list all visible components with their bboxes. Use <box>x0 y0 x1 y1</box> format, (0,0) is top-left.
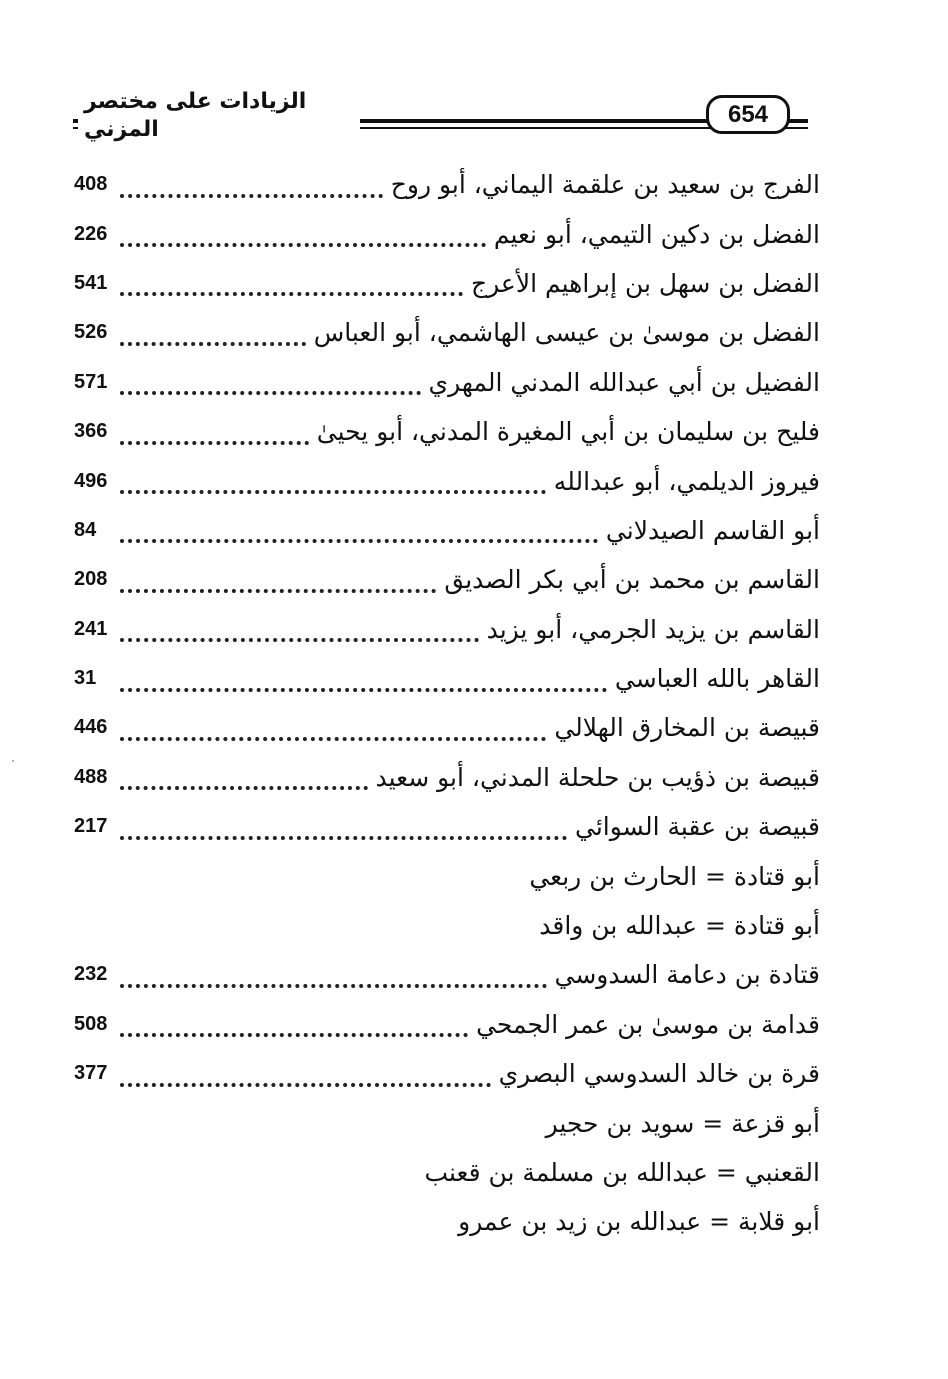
index-entry <box>74 506 820 555</box>
entry-name: القاهر بالله العباسي <box>614 664 820 694</box>
dot-leader <box>120 974 547 988</box>
index-entry <box>74 901 820 950</box>
entry-page-number: 377 <box>74 1062 108 1085</box>
running-title: الزيادات على مختصر المزني <box>78 88 360 144</box>
index-entry <box>74 654 820 703</box>
entry-page-number: 208 <box>74 568 108 591</box>
entry-page-number: 217 <box>74 815 108 838</box>
dot-leader <box>120 431 309 445</box>
entry-page-number: 232 <box>74 963 108 986</box>
entry-name: أبو القاسم الصيدلاني <box>605 515 820 545</box>
dot-leader <box>120 332 306 346</box>
entry-page-number: 241 <box>74 617 108 640</box>
dot-leader <box>120 381 421 395</box>
entry-name: قبيصة بن ذؤيب بن حلحلة المدني، أبو سعيد <box>375 762 820 792</box>
index-entry <box>74 555 820 604</box>
entry-page-number: 226 <box>74 222 108 245</box>
index-entry <box>74 703 820 752</box>
index-entry <box>74 605 820 654</box>
dot-leader <box>120 776 368 790</box>
entry-page-number: 408 <box>74 173 108 196</box>
dot-leader <box>120 233 486 247</box>
entry-page-number: 526 <box>74 321 108 344</box>
index-entry <box>74 456 820 505</box>
entry-name: الفضيل بن أبي عبدالله المدني المهري <box>428 367 820 397</box>
index-entry <box>74 1000 820 1049</box>
entry-name: الفضل بن موسىٰ بن عيسى الهاشمي، أبو العباس <box>313 318 820 348</box>
entry-name: الفضل بن سهل بن إبراهيم الأعرج <box>471 268 820 298</box>
index-entry <box>74 1098 820 1147</box>
dot-leader <box>120 826 567 840</box>
dot-leader <box>120 480 546 494</box>
entry-page-number: 571 <box>74 370 108 393</box>
index-entry <box>74 1049 820 1098</box>
dot-leader <box>120 678 607 692</box>
entry-name: القاسم بن محمد بن أبي بكر الصديق <box>444 565 820 595</box>
dot-leader <box>120 529 598 543</box>
entry-page-number: 496 <box>74 469 108 492</box>
index-entry <box>74 358 820 407</box>
entry-name: قبيصة بن عقبة السوائي <box>575 812 820 842</box>
entry-name: فيروز الديلمي، أبو عبدالله <box>553 466 820 496</box>
entry-page-number: 488 <box>74 765 108 788</box>
scan-speck <box>12 760 14 762</box>
index-entry <box>74 308 820 357</box>
entry-page-number: 84 <box>74 518 97 541</box>
index-entry <box>74 802 820 851</box>
dot-leader <box>120 1073 491 1087</box>
entry-name: قدامة بن موسىٰ بن عمر الجمحي <box>476 1009 820 1039</box>
entry-name: أبو قتادة = عبدالله بن واقد <box>539 911 820 941</box>
entry-name: فليح بن سليمان بن أبي المغيرة المدني، أبو يحيىٰ <box>316 417 820 447</box>
index-entry <box>74 407 820 456</box>
entry-name: أبو قلابة = عبدالله بن زيد بن عمرو <box>458 1207 820 1237</box>
entry-name: أبو قزعة = سويد بن حجير <box>545 1108 820 1138</box>
dot-leader <box>120 579 436 593</box>
entry-name: أبو قتادة = الحارث بن ربعي <box>529 861 820 891</box>
entry-page-number: 366 <box>74 420 108 443</box>
index-entry <box>74 950 820 999</box>
entry-name: قبيصة بن المخارق الهلالي <box>554 713 820 743</box>
index-entry <box>74 209 820 258</box>
index-list <box>74 160 820 1247</box>
index-entry <box>74 160 820 209</box>
entry-page-number: 508 <box>74 1012 108 1035</box>
page-header <box>0 0 948 140</box>
dot-leader <box>120 184 383 198</box>
index-entry <box>74 753 820 802</box>
page-number-badge: 654 <box>706 95 790 134</box>
dot-leader <box>120 282 463 296</box>
entry-name: القاسم بن يزيد الجرمي، أبو يزيد <box>486 614 820 644</box>
index-entry <box>74 259 820 308</box>
entry-name: قتادة بن دعامة السدوسي <box>554 960 820 990</box>
entry-name: قرة بن خالد السدوسي البصري <box>498 1059 820 1089</box>
index-entry <box>74 1197 820 1246</box>
entry-name: الفرج بن سعيد بن علقمة اليماني، أبو روح <box>390 170 820 200</box>
entry-page-number: 541 <box>74 271 108 294</box>
entry-page-number: 446 <box>74 716 108 739</box>
dot-leader <box>120 628 479 642</box>
dot-leader <box>120 727 546 741</box>
index-entry <box>74 851 820 900</box>
entry-page-number: 31 <box>74 667 97 690</box>
entry-name: الفضل بن دكين التيمي، أبو نعيم <box>493 219 820 249</box>
entry-name: القعنبي = عبدالله بن مسلمة بن قعنب <box>424 1158 820 1187</box>
dot-leader <box>120 1023 468 1037</box>
index-entry <box>74 1148 820 1197</box>
